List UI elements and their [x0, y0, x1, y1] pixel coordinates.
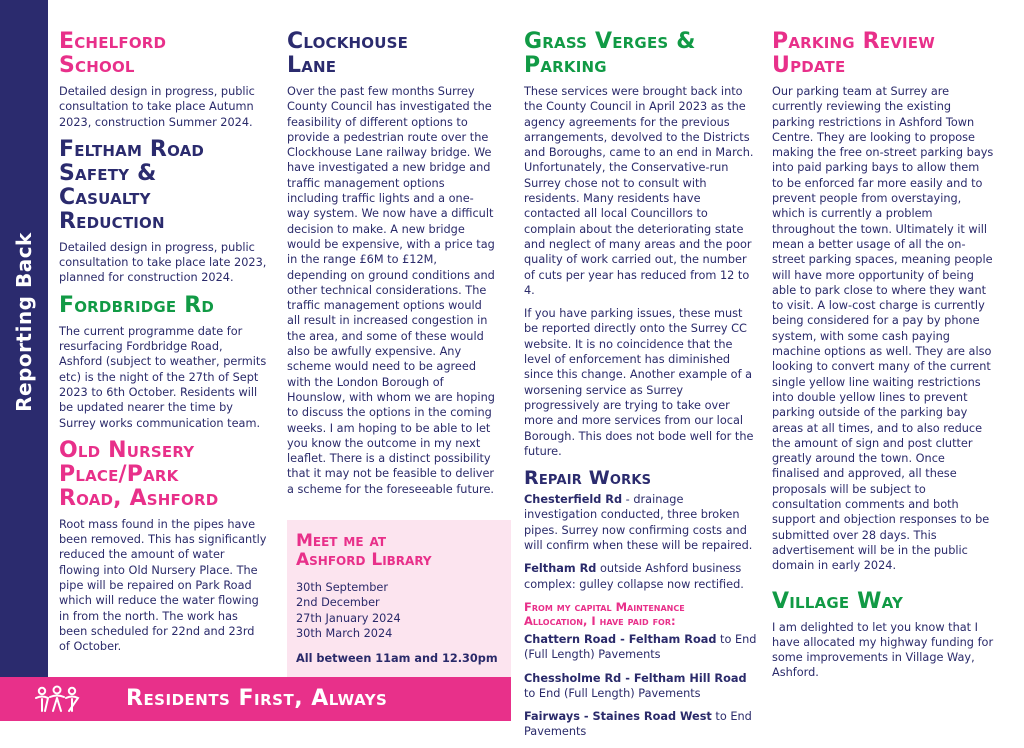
road-name: Fairways - Staines Road West: [524, 710, 712, 724]
heading-line: School: [59, 53, 135, 78]
heading-line: Update: [772, 53, 846, 78]
grass-heading: [524, 30, 760, 78]
repair-item: [524, 492, 760, 553]
echelford-section: [59, 30, 267, 130]
heading-line: Safety &: [59, 160, 157, 186]
repair-text: outside Ashford business complex: gulley collapse now rectified.: [524, 562, 744, 591]
paid-text: to End (Full Length) Pavements: [524, 632, 757, 662]
column-3: [524, 30, 760, 748]
village-body: I am delighted to let you know that I have allocated my highway funding for some improvements in Village Way, Ashford.: [772, 620, 994, 680]
column-1: [59, 30, 267, 663]
repair-section: [524, 467, 760, 740]
paid-text: to End (Full Length) Pavements: [524, 686, 701, 700]
heading-line: Grass Verges &: [524, 29, 696, 54]
meet-dates: [296, 580, 501, 641]
heading-line: Lane: [287, 53, 337, 78]
road-name: Chesterfield Rd: [524, 493, 623, 507]
echelford-body: Detailed design in progress, public consultation to take place Autumn 2023, construction Summer 2024.: [59, 85, 255, 129]
column-2: [287, 30, 495, 505]
paid-item: [524, 632, 760, 663]
fordbridge-body: The current programme date for resurfacing Fordbridge Road, Ashford (subject to weather, permits etc) is the night of the 27th of Sept 2023 to 6th October. Residents will be updated nearer the time by Surrey works communication team.: [59, 324, 267, 430]
clockhouse-body: Over the past few months Surrey County Council has investigated the feasibility of different options to provide a pedestrian route over the Clockhouse Lane railway bridge. We have investigated a new bridge and traffic management options including traffic lights and a one-way system. We now have a difficult decision to make. A new bridge would be expensive, with a price tag in the range £6M to £12M, depending on ground conditions and other technical considerations. The traffic management options would all result in increased congestion in the area, and some of these would also be awfully expensive. Any scheme would need to be agreed with the London Borough of Hounslow, with whom we are hoping to discuss the options in the coming weeks. I am hoping to be able to let you know the outcome in my next leaflet. There is a distinct possibility that it may not be feasible to deliver a scheme for the foreseeable future.: [287, 85, 495, 496]
heading-line: Casualty: [59, 184, 151, 210]
road-name: Chattern Road - Feltham Road: [524, 632, 717, 646]
heading-line: From my capital Maintenance: [524, 599, 685, 614]
grass-para-2: If you have parking issues, these must be reported directly onto the Surrey CC website. It is no coincidence that the level of enforcement has diminished since this change. Another example of a worsening service as Surrey progressively are trying to take over more and more services from our local Borough. This does not bode well for the future.: [524, 307, 754, 458]
fordbridge-heading: Fordbridge Rd: [59, 292, 215, 318]
nursery-body: Root mass found in the pipes have been removed. This has significantly reduced the amount of water flowing into Old Nursery Place. The pipe will be repaired on Park Road which will reduce the water flowing in from the north. The work has been scheduled for 22nd and 23rd of October.: [59, 517, 267, 654]
meet-date: 27th January 2024: [296, 611, 401, 625]
nursery-section: [59, 439, 267, 655]
heading-line: Allocation, I have paid for:: [524, 613, 676, 628]
fordbridge-section: [59, 294, 267, 431]
heading-line: Feltham Road: [59, 136, 205, 162]
side-label: Reporting Back: [12, 232, 36, 412]
echelford-heading: [59, 30, 267, 78]
feltham-body: Detailed design in progress, public consultation to take place late 2023, planned for construction 2024.: [59, 240, 267, 285]
paid-text: to End Pavements: [524, 710, 752, 739]
side-bar: [0, 0, 48, 721]
parking-body: Our parking team at Surrey are currently reviewing the existing parking restrictions in Ashford Town Centre. They are looking to propose making the free on-street parking bays into paid parking bays to allow them to be enforced far more easily and to prevent people from overstaying, which is currently a problem throughout the town. Ultimately it will mean a better usage of all the on-street parking spaces, meaning people will have more opportunity of being able to park close to where they want to visit. A low-cost charge is currently being considered for a pay by phone system, with some cash paying machine options as well. They are also looking to convert many of the current single yellow line waiting restrictions into double yellow lines to prevent parking outside of the parking bay areas at all times, and to also reduce the amount of sign and post clutter greatly around the town. Once finalised and approved, all these proposals will be subject to consultation comments and both support and objection responses to be submitted over 28 days. This advertisement will be in the public domain in early 2024.: [772, 85, 994, 573]
heading-line: Parking Review: [772, 29, 935, 54]
column-4: [772, 30, 994, 689]
meet-times: All between 11am and 12.30pm: [296, 652, 498, 666]
heading-line: Parking: [524, 53, 607, 78]
people-group-icon: [34, 685, 80, 713]
grass-para-1: These services were brought back into the County Council in April 2023 as the agency agreements for the previous arrangements, devolved to the Districts and Boroughs, came to an end in March. Unfortunately, the Conservative-run Surrey chose not to consult with residents. Many residents have contacted all local Councillors to complain about the deteriorating state and neglect of many areas and the poor quality of work carried out, the number of cuts per year has reduced from 12 to 4.: [524, 85, 754, 297]
paid-item: [524, 671, 760, 702]
clockhouse-section: [287, 30, 495, 497]
capital-heading: [524, 600, 760, 628]
heading-line: Clockhouse: [287, 29, 409, 54]
heading-line: Echelford: [59, 29, 167, 54]
feltham-section: [59, 138, 267, 286]
heading-line: Road, Ashford: [59, 485, 219, 511]
meet-date: 30th March 2024: [296, 626, 393, 640]
repair-heading: Repair Works: [524, 467, 652, 490]
footer-slogan: Residents First, Always: [126, 686, 388, 711]
repair-text: - drainage investigation conducted, three broken pipes. Surrey now confirming costs and will confirm when these will be repaired.: [524, 493, 753, 553]
meet-date: 30th September: [296, 581, 388, 594]
parking-section: [772, 30, 994, 574]
heading-line: Old Nursery: [59, 437, 195, 463]
heading-line: Reduction: [59, 208, 165, 234]
meet-date: 2nd December: [296, 596, 380, 610]
repair-item: [524, 561, 760, 592]
footer-banner: [0, 677, 511, 721]
paid-item: [524, 709, 760, 740]
nursery-heading: [59, 439, 267, 511]
village-section: [772, 590, 994, 681]
village-heading: Village Way: [772, 588, 904, 614]
heading-line: Ashford Library: [296, 550, 432, 570]
parking-heading: [772, 30, 994, 78]
meet-heading: [296, 532, 501, 570]
heading-line: Place/Park: [59, 461, 179, 487]
grass-section: [524, 30, 760, 459]
heading-line: Meet me at: [296, 531, 387, 551]
clockhouse-heading: [287, 30, 495, 78]
road-name: Chessholme Rd - Feltham Hill Road: [524, 671, 747, 685]
feltham-heading: [59, 138, 267, 234]
road-name: Feltham Rd: [524, 562, 597, 576]
